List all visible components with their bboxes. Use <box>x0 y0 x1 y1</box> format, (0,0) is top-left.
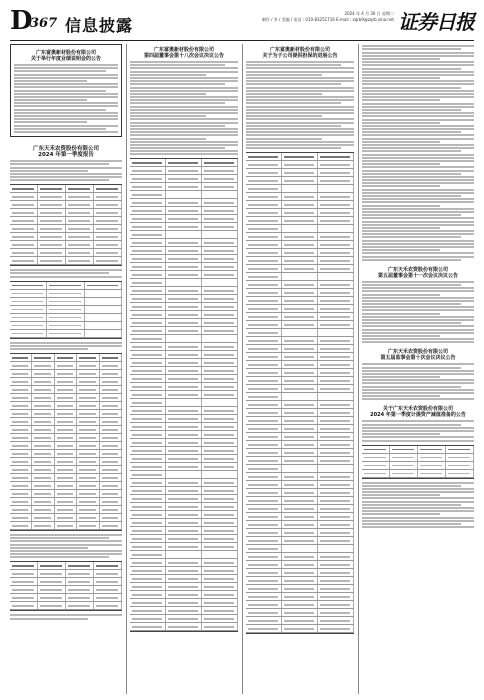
column-2 <box>130 44 238 635</box>
notice-title: 广东富奥新材股份有限公司 关于为子公司提供担保的进展公告 <box>262 47 338 59</box>
column-divider <box>358 44 359 694</box>
notice-title: 广东富奥新材股份有限公司 第四届董事会第十八次会议决议公告 <box>143 47 224 59</box>
masthead <box>10 6 474 38</box>
financial-table <box>10 184 122 266</box>
impairment-table <box>362 445 474 479</box>
small-table <box>10 561 122 611</box>
notice-annual-results <box>10 44 122 137</box>
brand-logo: 证券日报 <box>398 10 474 34</box>
column-divider <box>126 44 127 694</box>
profit-table <box>10 281 122 339</box>
issue-contact: 制作 / 李 / 美编 / 电话 : 010-83251716 E-mail : zqrb9@zqrb.sina.net <box>261 17 394 22</box>
notice-title: 关于广东天禾农资股份有限公司 2024 年第一季度计提资产减值准备的公告 <box>370 406 466 419</box>
page-letter: D <box>10 6 33 36</box>
column-4 <box>362 44 474 529</box>
section-title: 信息披露 <box>65 16 134 35</box>
page-number: 367 <box>30 16 58 31</box>
issue-date: 2024 年 4 月 30 日 星期二 <box>344 11 394 16</box>
column-3 <box>246 44 354 637</box>
column-1 <box>10 44 122 621</box>
shareholder-table <box>10 353 122 531</box>
notice-title: 广东天禾农资股份有限公司 第五届监事会第十次会议决议公告 <box>380 349 456 362</box>
notice-title: 广东天禾农资股份有限公司 2024 年第一季度报告 <box>32 146 99 159</box>
notice-title: 广东富奥新材股份有限公司 关于举行年度业绩说明会的公告 <box>30 50 101 62</box>
issue-info <box>262 11 394 23</box>
cash-flow-table <box>246 152 354 634</box>
masthead-rule <box>10 40 474 41</box>
notice-title: 广东天禾农资股份有限公司 第五届董事会第十一次会议决议公告 <box>377 266 458 279</box>
column-divider <box>242 44 243 694</box>
balance-sheet-table <box>130 158 238 632</box>
